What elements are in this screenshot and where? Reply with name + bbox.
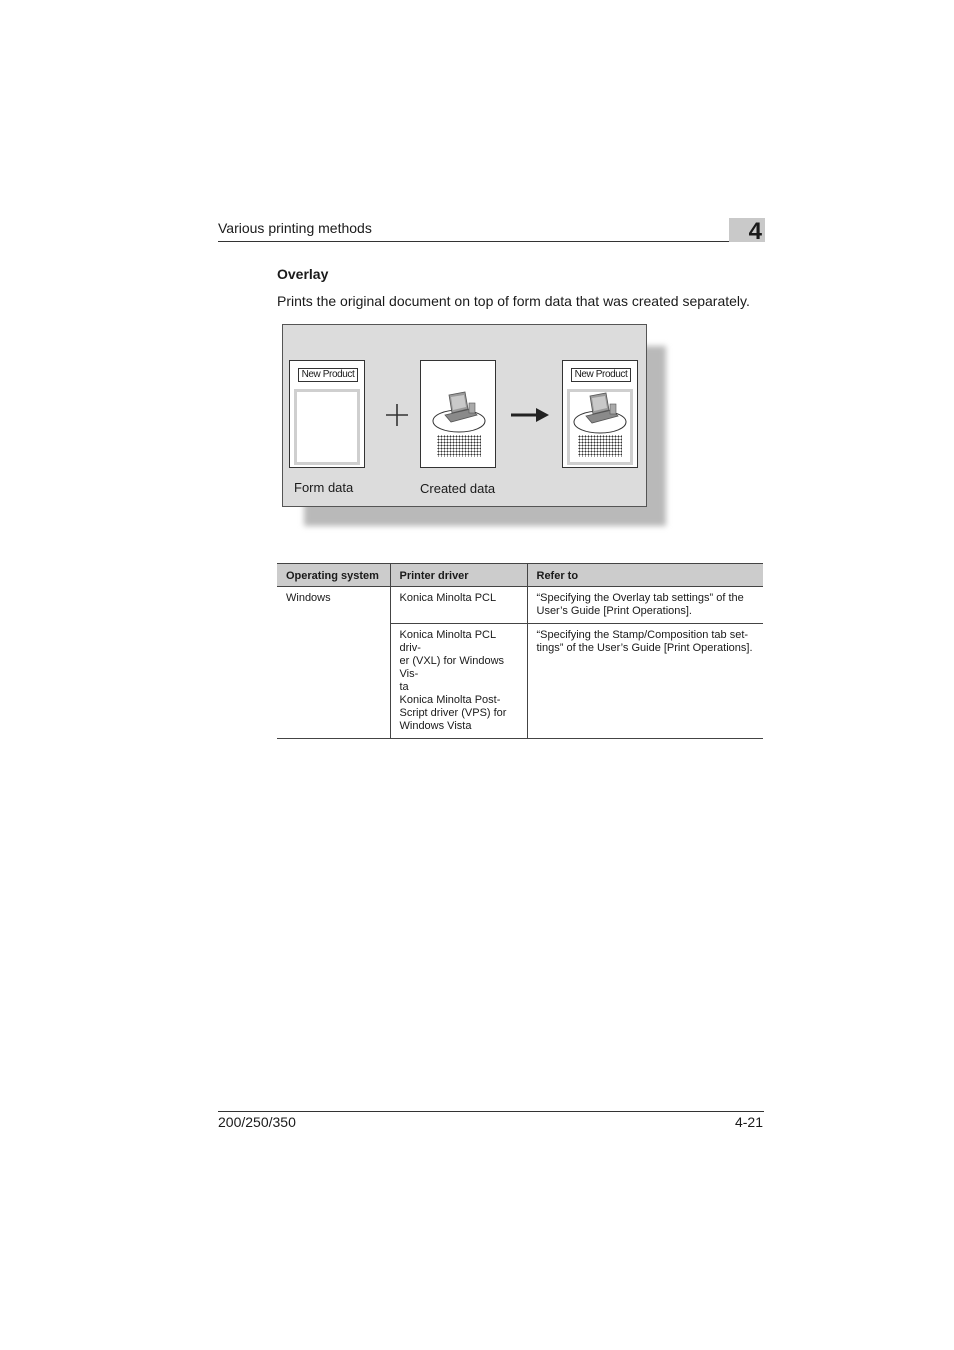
form-data-sheet	[289, 360, 365, 468]
header-rule	[218, 241, 764, 242]
computer-icon	[431, 389, 487, 435]
computer-icon	[572, 390, 628, 436]
overlay-diagram	[282, 324, 647, 507]
plus-icon	[385, 403, 409, 427]
column-header-driver: Printer driver	[390, 564, 527, 587]
form-frame	[294, 389, 360, 465]
chapter-number: 4	[748, 218, 762, 245]
created-data-sheet	[420, 360, 496, 468]
new-product-label: New Product	[298, 368, 358, 382]
form-frame	[567, 389, 633, 465]
section-title: Overlay	[277, 266, 329, 282]
chapter-tab	[729, 218, 765, 245]
column-header-os: Operating system	[277, 564, 390, 587]
text-dots	[578, 435, 622, 457]
cell-os: Windows	[277, 587, 390, 739]
driver-table	[277, 563, 763, 739]
result-sheet	[562, 360, 638, 468]
column-header-refer: Refer to	[527, 564, 763, 587]
created-data-label: Created data	[420, 481, 496, 496]
arrow-right-icon	[510, 407, 550, 423]
cell-refer: “Specifying the Overlay tab settings” of the User’s Guide [Print Operations].	[527, 587, 763, 624]
text-dots	[437, 435, 481, 457]
form-data-label: Form data	[294, 480, 354, 495]
footer-rule	[218, 1111, 764, 1112]
cell-refer: “Specifying the Stamp/Composition tab set- tings” of the User’s Guide [Print Operations].	[527, 624, 763, 739]
running-header-title: Various printing methods	[218, 220, 372, 236]
section-description: Prints the original document on top of form data that was created separately.	[277, 293, 750, 309]
cell-driver: Konica Minolta PCL	[390, 587, 527, 624]
new-product-label: New Product	[571, 368, 631, 382]
footer-model: 200/250/350	[218, 1114, 296, 1130]
cell-driver: Konica Minolta PCL driv- er (VXL) for Windows Vis- ta Konica Minolta Post- Script driver (VPS) for Windows Vista	[390, 624, 527, 739]
page-number: 4-21	[734, 1114, 763, 1130]
table-row	[277, 587, 763, 624]
